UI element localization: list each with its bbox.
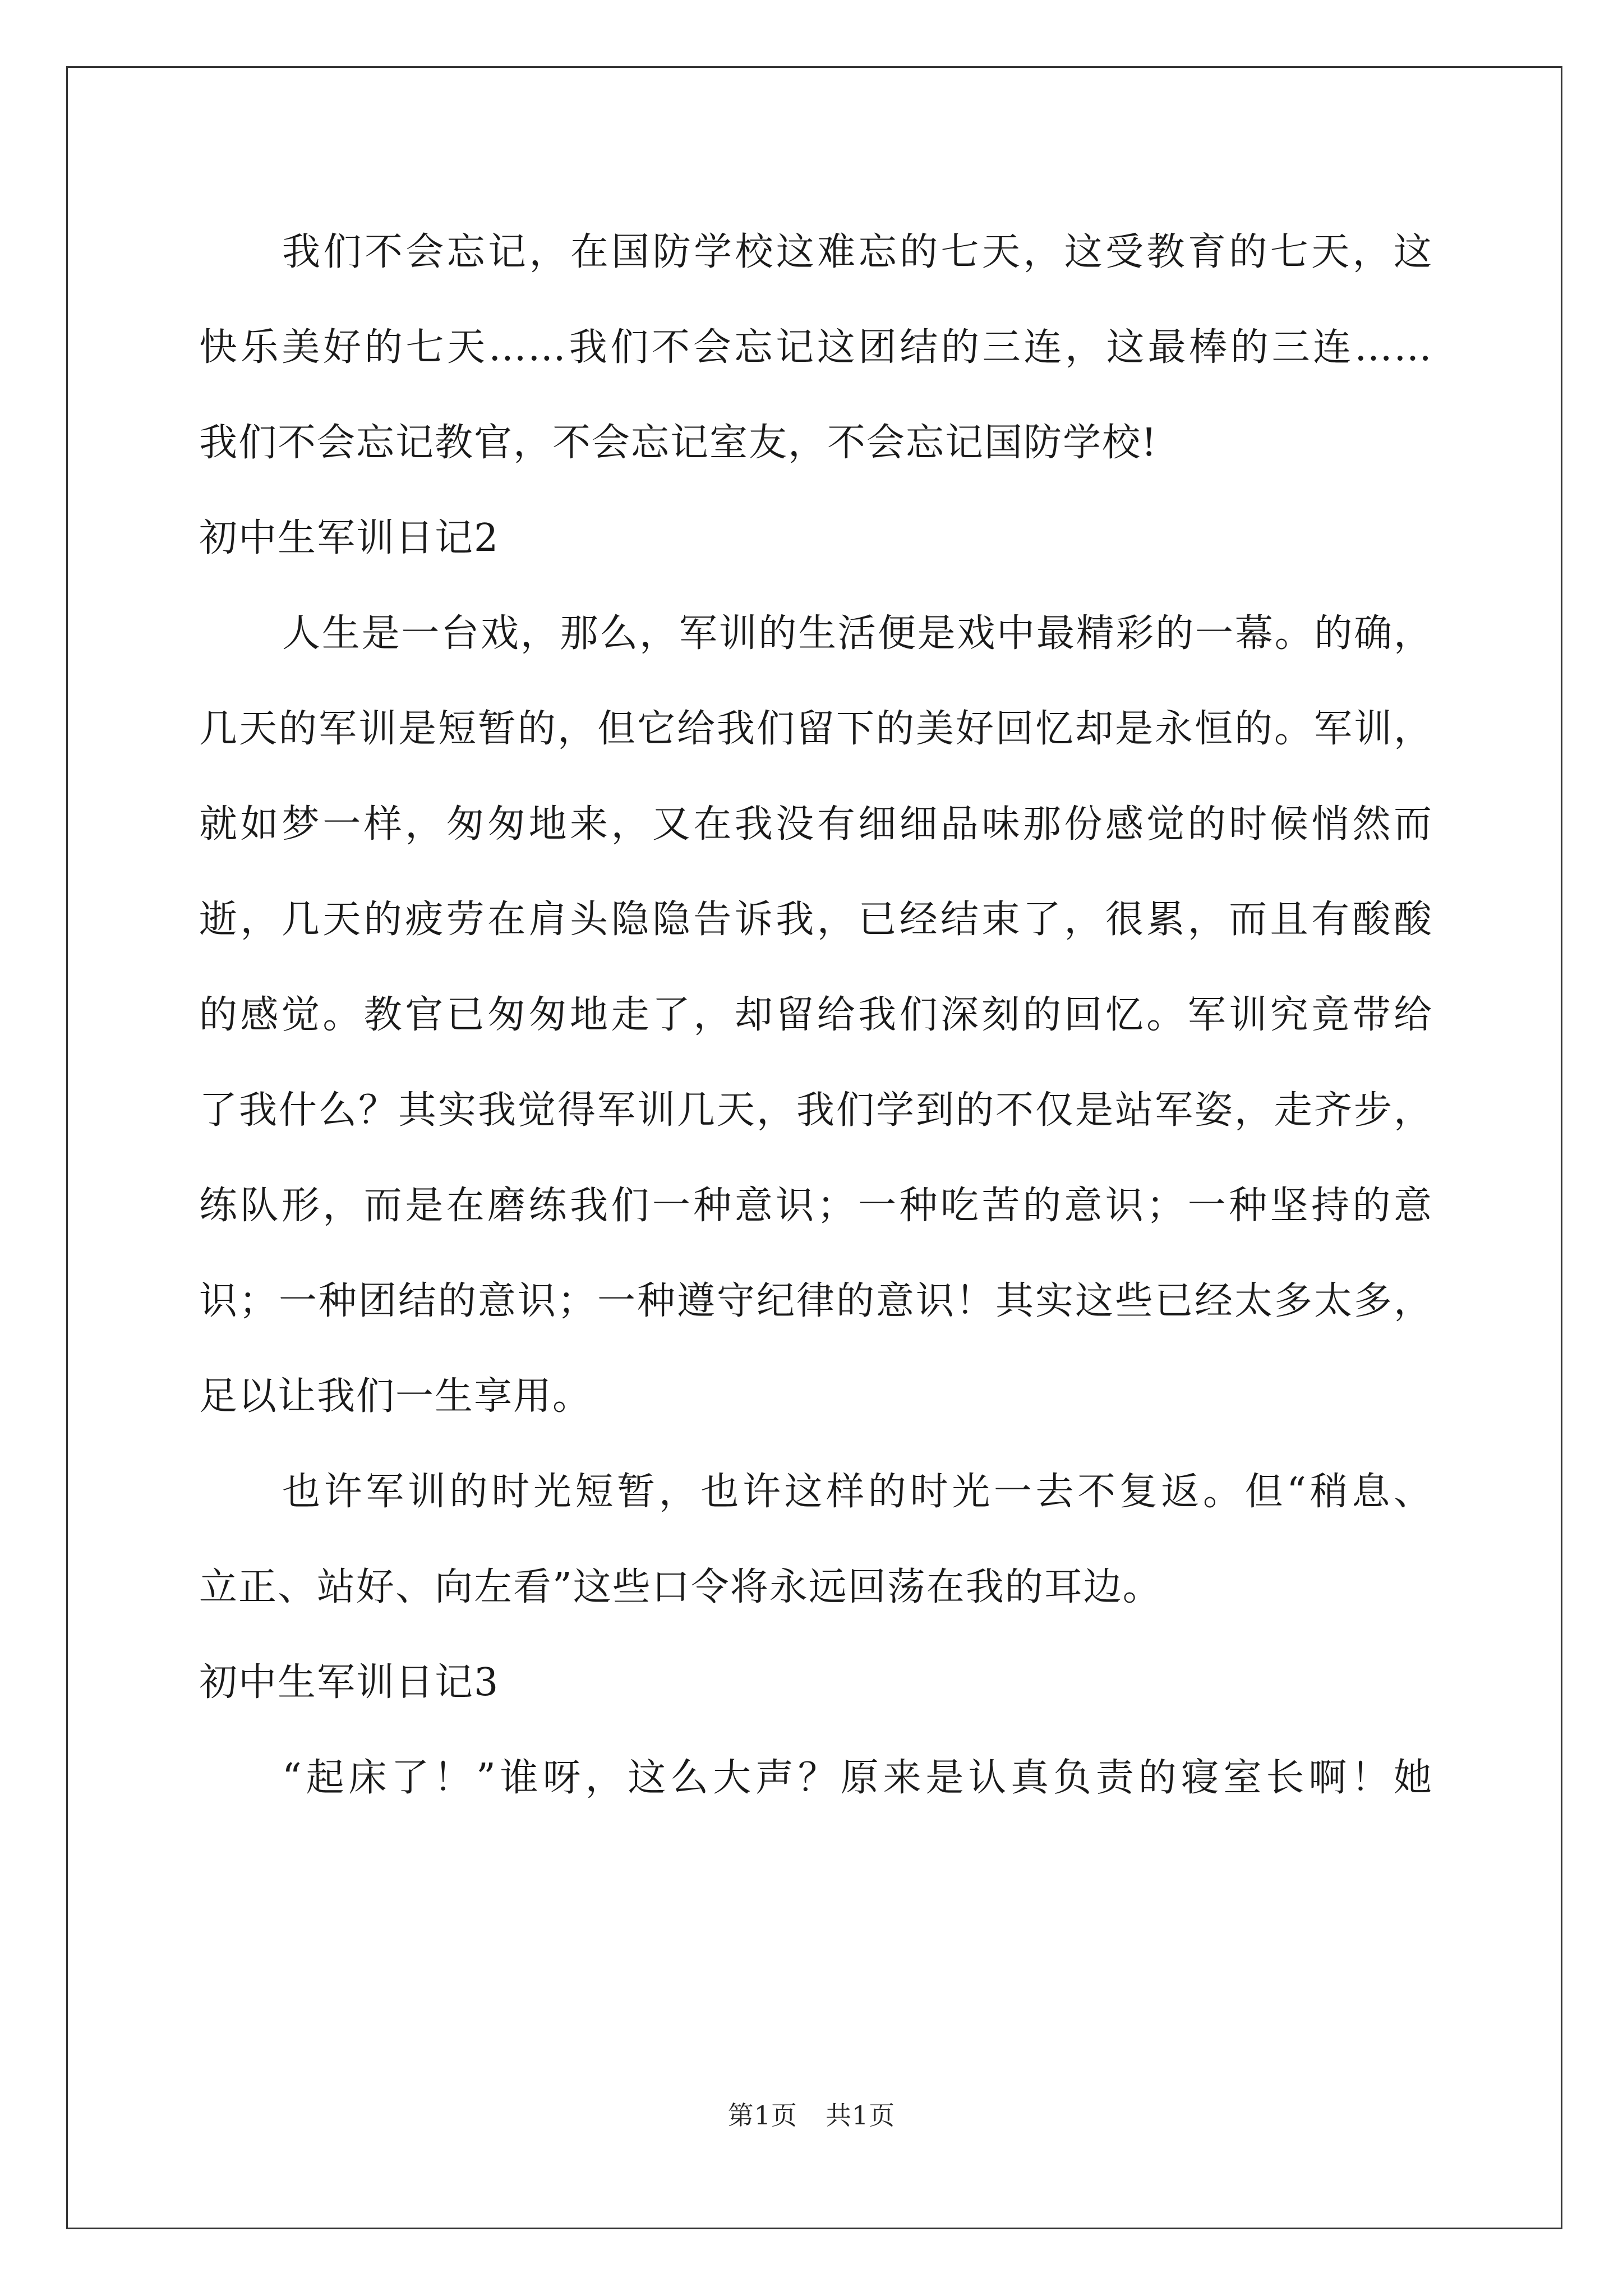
paragraph-line: 快乐美好的七天……我们不会忘记这团结的三连，这最棒的三连……: [199, 325, 1433, 370]
paragraph-line: 练队形，而是在磨练我们一种意识；一种吃苦的意识；一种坚持的意: [199, 1184, 1433, 1228]
paragraph-line: 几天的军训是短暂的，但它给我们留下的美好回忆却是永恒的。军训，: [199, 707, 1433, 751]
paragraph-line: 人生是一台戏，那么，军训的生活便是戏中最精彩的一幕。的确，: [282, 611, 1433, 656]
page-total: 共1页: [826, 2100, 896, 2131]
paragraph-line: 也许军训的时光短暂，也许这样的时光一去不复返。但“稍息、: [282, 1470, 1433, 1514]
paragraph-line: 识；一种团结的意识；一种遵守纪律的意识！其实这些已经太多太多，: [199, 1279, 1433, 1323]
paragraph-line: 就如梦一样，匆匆地来，又在我没有细细品味那份感觉的时候悄然而: [199, 802, 1433, 846]
section-heading: 初中生军训日记3: [199, 1660, 500, 1705]
paragraph-line: 我们不会忘记教官，不会忘记室友，不会忘记国防学校!: [199, 421, 1158, 465]
paragraph-line: 逝，几天的疲劳在肩头隐隐告诉我，已经结束了，很累，而且有酸酸: [199, 898, 1433, 942]
paragraph-line: 我们不会忘记，在国防学校这难忘的七天，这受教育的七天，这: [282, 230, 1433, 274]
paragraph-line: 足以让我们一生享用。: [199, 1374, 592, 1419]
page-number: 第1页: [727, 2100, 797, 2131]
document-body: [199, 213, 1433, 1834]
paragraph-line: 了我什么？其实我觉得军训几天，我们学到的不仅是站军姿，走齐步，: [199, 1088, 1433, 1133]
paragraph-line: 立正、站好、向左看”这些口令将永远回荡在我的耳边。: [199, 1565, 1162, 1609]
page-footer: [0, 2095, 1623, 2132]
paragraph-line: 的感觉。教官已匆匆地走了，却留给我们深刻的回忆。军训究竟带给: [199, 993, 1433, 1037]
paragraph-line: “起床了！”谁呀，这么大声？原来是认真负责的寝室长啊！她: [282, 1756, 1433, 1800]
section-heading: 初中生军训日记2: [199, 516, 500, 560]
